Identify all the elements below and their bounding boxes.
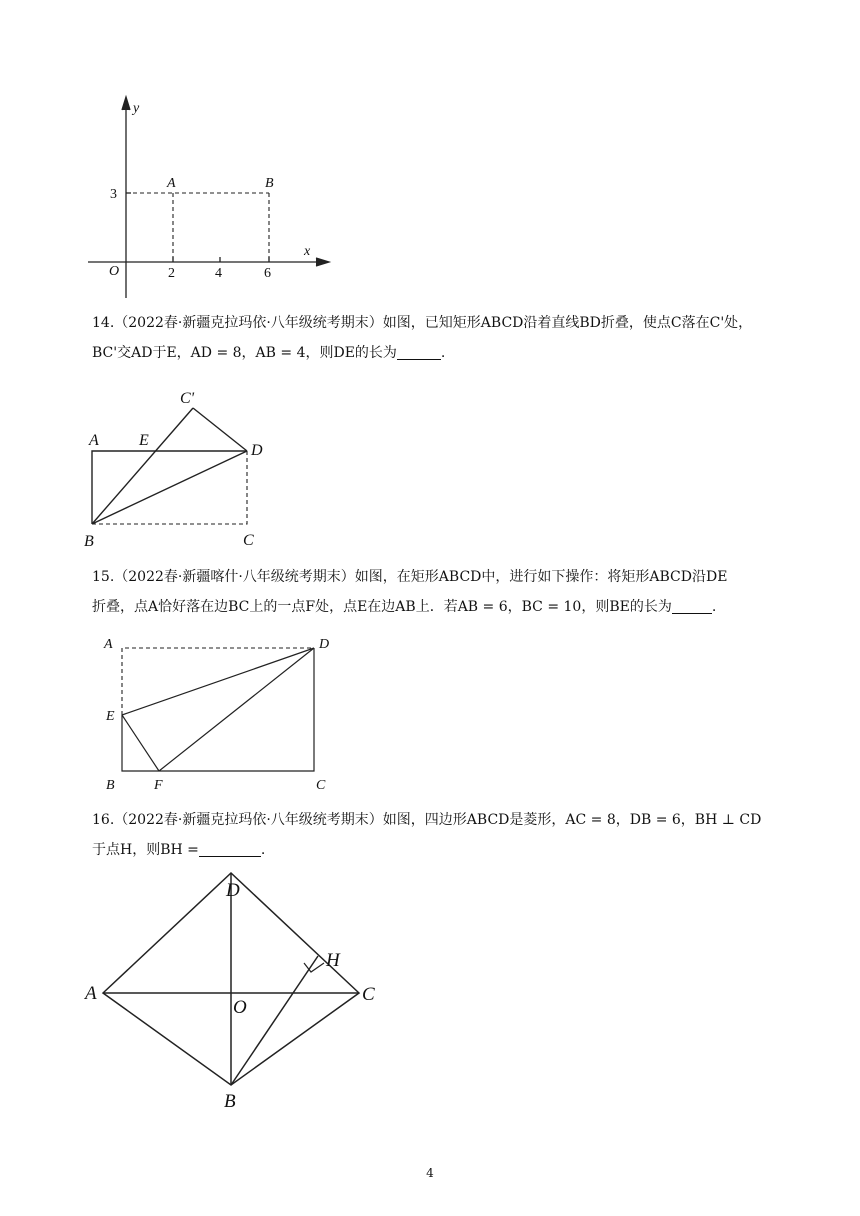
x-tick-label-2: 2 — [168, 266, 175, 281]
question-14-text-1: 如图，已知矩形ABCD沿着直线BD折叠，使点C落在C'处， — [382, 315, 753, 331]
q16-label-o: O — [233, 997, 247, 1018]
question-15-line-1 — [92, 562, 727, 592]
q16-figure — [103, 873, 359, 1085]
q14-label-b: B — [84, 533, 94, 550]
question-14-number: 14. — [92, 315, 115, 331]
right-angle-mark — [304, 963, 324, 972]
question-16 — [92, 805, 761, 865]
q15-label-a: A — [104, 637, 113, 652]
x-tick-label-6: 6 — [264, 266, 271, 281]
q16-label-a: A — [85, 983, 97, 1004]
question-14-source: （2022春·新疆克拉玛依·八年级统考期末） — [114, 315, 383, 331]
q14-label-a: A — [89, 432, 99, 449]
q14-figure — [92, 408, 247, 524]
question-16-number: 16. — [92, 812, 115, 828]
y-axis-arrow — [122, 97, 130, 110]
question-15 — [92, 562, 727, 622]
question-15-line-2 — [92, 592, 727, 622]
q14-label-e: E — [139, 432, 149, 449]
question-15-number: 15. — [92, 569, 115, 585]
y-tick-label: 3 — [110, 187, 117, 202]
question-16-source: （2022春·新疆克拉玛依·八年级统考期末） — [114, 812, 383, 828]
q15-label-c: C — [316, 778, 326, 793]
y-axis-label: y — [133, 101, 140, 116]
x-axis-arrow — [316, 258, 329, 266]
fold-bc-prime — [92, 408, 193, 524]
question-14-line-1 — [92, 308, 752, 338]
q15-label-e: E — [106, 709, 115, 724]
question-14-period: . — [440, 345, 446, 361]
diagonal-bd — [92, 451, 247, 524]
rect-edges — [122, 648, 314, 771]
q16-label-b: B — [224, 1091, 236, 1112]
q16-label-d: D — [226, 880, 240, 901]
question-14-line-2 — [92, 338, 752, 368]
question-14 — [92, 308, 752, 368]
fold-c-prime-d — [193, 408, 247, 451]
fold-ef — [122, 715, 159, 771]
q15-label-f: F — [154, 778, 163, 793]
question-16-line-2 — [92, 835, 761, 865]
q16-label-c: C — [362, 984, 375, 1005]
point-a-label: A — [167, 176, 176, 191]
answer-blank-14[interactable] — [397, 345, 441, 360]
fold-ed — [122, 648, 314, 715]
question-15-source: （2022春·新疆喀什·八年级统考期末） — [114, 569, 355, 585]
x-axis-label: x — [304, 244, 311, 259]
q16-label-h: H — [326, 950, 340, 971]
point-b-label: B — [265, 176, 274, 191]
question-16-line-1 — [92, 805, 761, 835]
q15-label-d: D — [319, 637, 330, 652]
altitude-bh — [231, 956, 318, 1085]
q14-label-d: D — [251, 442, 263, 459]
question-14-text-2: BC'交AD于E，AD = 8，AB = 4，则DE的长为 — [92, 345, 397, 361]
question-15-text-1: 如图，在矩形ABCD中，进行如下操作：将矩形ABCD沿DE — [354, 569, 728, 585]
answer-blank-16[interactable] — [199, 842, 261, 857]
question-15-period: . — [711, 599, 717, 615]
answer-blank-15[interactable] — [672, 599, 712, 614]
fold-fd — [159, 648, 314, 771]
page-number: 4 — [426, 1166, 434, 1180]
q14-label-c: C — [243, 532, 254, 549]
q14-label-c-prime: C' — [180, 390, 195, 407]
q15-figure — [122, 648, 314, 771]
origin-label: O — [109, 264, 120, 279]
x-tick-label-4: 4 — [215, 266, 222, 281]
question-16-period: . — [260, 842, 266, 858]
q15-label-b: B — [106, 778, 115, 793]
question-16-text-2: 于点H，则BH = — [92, 842, 199, 858]
question-15-text-2: 折叠，点A恰好落在边BC上的一点F处，点E在边AB上．若AB = 6，BC = 10，则BE的长为 — [92, 599, 672, 615]
question-16-text-1: 如图，四边形ABCD是菱形，AC = 8，DB = 6，BH ⊥ CD — [382, 812, 762, 828]
